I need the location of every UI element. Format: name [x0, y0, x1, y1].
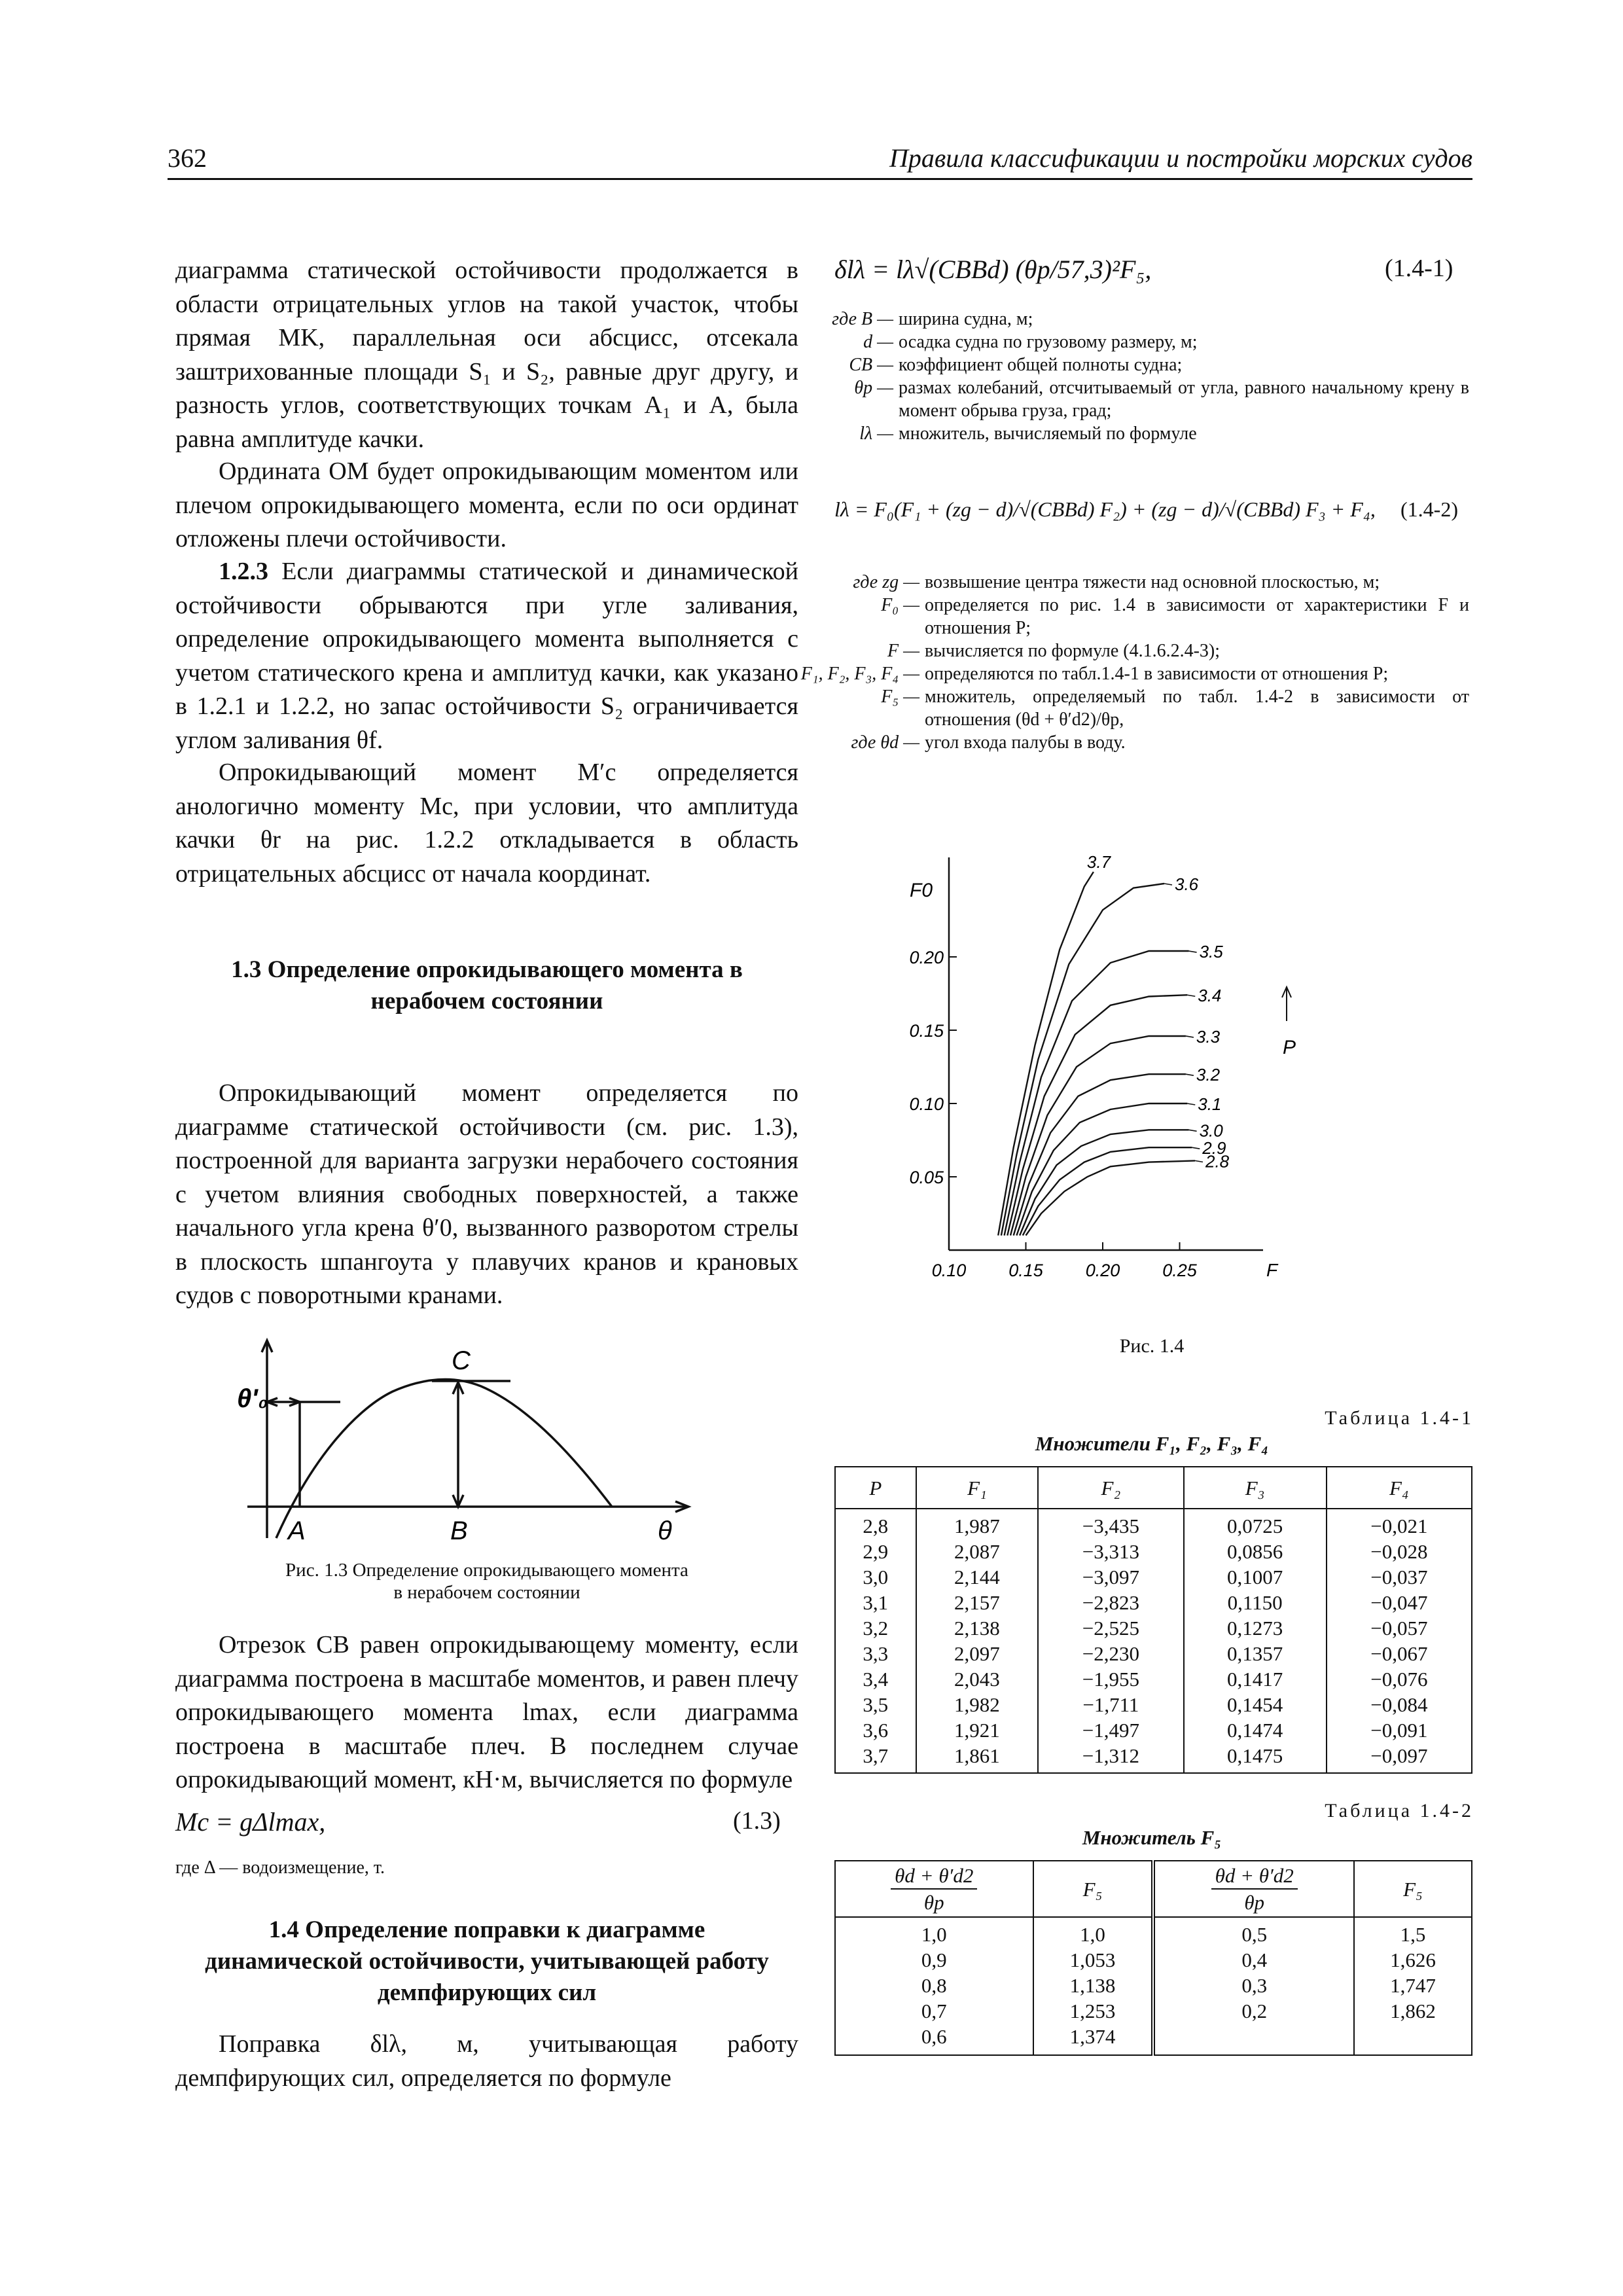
table-1-header-row	[835, 1467, 1472, 1509]
where-1-text: ширина судна, м;	[899, 309, 1033, 329]
table-1-cell: 1,921	[916, 1717, 1039, 1743]
fig13-curve	[276, 1380, 612, 1538]
table-2-row	[835, 1998, 1472, 2024]
table-1-cell: −2,230	[1038, 1641, 1183, 1666]
where-1-text: коэффициент общей полноты судна;	[899, 355, 1183, 375]
fig14-curve-leader	[1187, 1103, 1195, 1105]
table-2-cell: 0,2	[1153, 1998, 1353, 2024]
fig14-y-tick-label: 0.20	[909, 948, 944, 967]
table-1-cell: 3,3	[835, 1641, 916, 1666]
where-list-2	[798, 571, 1469, 754]
where-2-symbol: F —	[887, 641, 919, 661]
where-2-symbol: F₀ —	[881, 595, 919, 615]
heading-1-4: 1.4 Определение поправки к диаграмме динамической остойчивости, учитывающей работу демпфирующих сил	[205, 1916, 769, 2006]
table-1	[834, 1466, 1472, 1774]
where-1-symbol: CB —	[849, 355, 893, 375]
table-1-cell: 0,0856	[1184, 1539, 1327, 1564]
fig14-curve-label: 3.5	[1199, 942, 1223, 962]
table-1-cell: −1,955	[1038, 1666, 1183, 1692]
table-2-row	[835, 2024, 1472, 2055]
where-1-text: размах колебаний, отсчитываемый от угла, равного начальному крену в момент обрыва груза, град;	[899, 378, 1469, 421]
fig14-p-label: P	[1283, 1037, 1296, 1058]
fig14-y-tick-label: 0.15	[909, 1021, 944, 1041]
table-1-tag: Таблица 1.4-1	[1325, 1407, 1474, 1429]
table-2-cell: 0,3	[1153, 1973, 1353, 1998]
header-rule	[168, 178, 1472, 180]
table-2-cell: 1,053	[1033, 1947, 1154, 1973]
table-2-cell: 1,747	[1354, 1973, 1472, 1998]
table-1-row	[835, 1590, 1472, 1615]
table-2-cell	[1153, 2024, 1353, 2055]
table-2-header-row	[835, 1861, 1472, 1917]
table-1-cell: 3,2	[835, 1615, 916, 1641]
where-1-symbol: θp —	[854, 378, 893, 398]
where-1-row	[798, 331, 1469, 353]
table-2-row	[835, 1947, 1472, 1973]
table-2-tag: Таблица 1.4-2	[1325, 1800, 1474, 1821]
table-1-cell: 2,8	[835, 1509, 916, 1539]
where-2-row	[798, 662, 1469, 685]
table-1-cell: 3,1	[835, 1590, 916, 1615]
left-paragraph-3	[175, 555, 798, 757]
where-1-text: множитель, вычисляемый по формуле	[899, 423, 1197, 444]
table-1-cell: −0,037	[1327, 1564, 1472, 1590]
fig14-x-tick-label: 0.20	[1085, 1261, 1120, 1280]
fig13-label-b: B	[450, 1516, 468, 1545]
table-1-row	[835, 1743, 1472, 1773]
fig13-label-theta: θ	[658, 1516, 672, 1545]
table-1-header-cell: F₄	[1327, 1467, 1472, 1509]
table-1-cell: −0,021	[1327, 1509, 1472, 1539]
fig14-curve-label: 3.6	[1175, 874, 1199, 894]
table-2-cell: 1,0	[835, 1917, 1033, 1947]
table-1-cell: 1,861	[916, 1743, 1039, 1773]
table-2-header-numerator: θd + θ′d2	[891, 1863, 977, 1890]
table-2-header-f5: F₅	[1033, 1861, 1154, 1917]
table-1-cell: 0,1150	[1184, 1590, 1327, 1615]
table-1-row	[835, 1615, 1472, 1641]
fig14-curve-leader	[1186, 1074, 1194, 1075]
left-paragraph-3-text: Если диаграммы статической и динамической остойчивости обрываются при угле заливания, определение опрокидывающего момента выполняется с учетом статического крена и амплитуд качки, как указано в 1.2.1 и 1.2.2, но запас остойчивости S₂ ограничивается углом заливания θf.	[175, 558, 798, 754]
where-2-symbol: где zg —	[853, 572, 919, 592]
fig14-x-tick-label: 0.15	[1008, 1261, 1043, 1280]
where-1-row	[798, 353, 1469, 376]
where-2-row	[798, 639, 1469, 662]
left-paragraph-6: Отрезок CB равен опрокидывающему моменту, если диаграмма построена в масштабе моментов, и равен плечу опрокидывающего момента lmax, если диаграмма построена в масштабе плеч. В последнем случае опрокидывающий момент, кН·м, вычисляется по формуле	[175, 1631, 798, 1793]
table-1-cell: −2,823	[1038, 1590, 1183, 1615]
table-1-row	[835, 1509, 1472, 1539]
fig14-curve-3-2	[1014, 1074, 1186, 1235]
heading-1-3: 1.3 Определение опрокидывающего момента в нерабочем состоянии	[231, 956, 743, 1014]
running-title: Правила классификации и постройки морских судов	[889, 143, 1472, 173]
table-1-row	[835, 1641, 1472, 1666]
fig14-x-tick-label: 0.10	[931, 1261, 967, 1280]
fig14-curve-label: 2.9	[1202, 1138, 1226, 1158]
where-2-text: определяются по табл.1.4-1 в зависимости от отношения P;	[925, 664, 1389, 684]
table-1-cell: 2,138	[916, 1615, 1039, 1641]
fig13-caption-line-2: в нерабочем состоянии	[393, 1582, 580, 1603]
where-2-row	[798, 594, 1469, 639]
table-1-cell: 3,6	[835, 1717, 916, 1743]
table-1-row	[835, 1666, 1472, 1692]
table-1-cell: 2,9	[835, 1539, 916, 1564]
fig14-curve-label: 3.7	[1086, 852, 1111, 872]
table-1-cell: −0,067	[1327, 1641, 1472, 1666]
table-2-row	[835, 1917, 1472, 1947]
fig14-curve-leader	[1192, 1147, 1200, 1149]
fig14-curve-label: 3.3	[1196, 1026, 1221, 1047]
formula-1-3-number: (1.3)	[733, 1807, 781, 1835]
where-2-symbol: где θd —	[851, 732, 919, 753]
fig14-curve-label: 3.1	[1198, 1094, 1222, 1114]
table-1-row	[835, 1564, 1472, 1590]
formula-1-4-1: δlλ = lλ√(CBBd) (θp/57,3)²F₅,	[834, 255, 1152, 284]
fig14-y-tick-label: 0.05	[909, 1168, 944, 1187]
table-1-cell: 3,7	[835, 1743, 916, 1773]
table-2-cell: 1,0	[1033, 1917, 1154, 1947]
fig14-y-tick-label: 0.10	[909, 1094, 944, 1114]
table-1-cell: 2,043	[916, 1666, 1039, 1692]
fig14-y-axis-label: F0	[910, 880, 933, 901]
fig14-curve-leader	[1195, 1160, 1203, 1162]
table-1-cell: 0,1007	[1184, 1564, 1327, 1590]
table-1-cell: 0,1417	[1184, 1666, 1327, 1692]
table-1-cell: 2,087	[916, 1539, 1039, 1564]
left-paragraph-7: Поправка δlλ, м, учитывающая работу демпфирующих сил, определяется по формуле	[175, 2030, 798, 2092]
table-1-cell: −3,313	[1038, 1539, 1183, 1564]
where-1-text: осадка судна по грузовому размеру, м;	[899, 332, 1198, 352]
page-number: 362	[168, 143, 207, 173]
table-2-cell: 1,253	[1033, 1998, 1154, 2024]
table-2-cell: 1,862	[1354, 1998, 1472, 2024]
left-paragraph-2: Ордината OM будет опрокидывающим моментом или плечом опрокидывающего момента, если по оси ординат отложены плечи остойчивости.	[175, 457, 798, 552]
fig14-curve-label: 3.0	[1199, 1121, 1223, 1141]
table-1-cell: −1,497	[1038, 1717, 1183, 1743]
table-1-cell: 0,1357	[1184, 1641, 1327, 1666]
table-1-cell: 2,097	[916, 1641, 1039, 1666]
formula-1-4-2: lλ = F₀(F₁ + (zg − d)/√(CBBd) F₂) + (zg − d)/√(CBBd) F₃ + F₄,	[834, 497, 1376, 521]
fig14-x-tick-label: 0.25	[1162, 1261, 1197, 1280]
where-2-row	[798, 731, 1469, 754]
table-1-cell: 3,0	[835, 1564, 916, 1590]
table-1-cell: −0,076	[1327, 1666, 1472, 1692]
where-2-symbol: F₅ —	[881, 687, 919, 707]
fig14-curve-leader	[1164, 884, 1172, 885]
table-1-cell: 0,0725	[1184, 1509, 1327, 1539]
figure-1-4-chart	[897, 825, 1315, 1302]
table-1-cell: 2,144	[916, 1564, 1039, 1590]
where-2-text: вычисляется по формуле (4.1.6.2.4-3);	[925, 641, 1221, 661]
fig13-caption-line-1: Рис. 1.3 Определение опрокидывающего момента	[285, 1560, 688, 1581]
where-2-text: множитель, определяемый по табл. 1.4-2 в зависимости от отношения (θd + θ′d2)/θp,	[925, 687, 1469, 730]
fig14-curve-label: 3.4	[1198, 986, 1222, 1006]
table-2-cell: 1,5	[1354, 1917, 1472, 1947]
table-2-cell: 0,9	[835, 1947, 1033, 1973]
table-2-title: Множитель F₅	[1082, 1826, 1222, 1849]
table-1-cell: 3,4	[835, 1666, 916, 1692]
fig14-caption: Рис. 1.4	[1119, 1335, 1185, 1357]
table-1-cell: 1,982	[916, 1692, 1039, 1717]
fig13-label-a: A	[288, 1516, 306, 1545]
table-1-header-cell: P	[835, 1467, 916, 1509]
table-1-cell: 2,157	[916, 1590, 1039, 1615]
table-2-header-ratio	[835, 1861, 1033, 1917]
table-1-header-cell: F₁	[916, 1467, 1039, 1509]
table-1-header-cell: F₃	[1184, 1467, 1327, 1509]
table-1-cell: −0,028	[1327, 1539, 1472, 1564]
section-number-1-2-3: 1.2.3	[219, 558, 268, 585]
where-1-symbol: где B —	[832, 309, 893, 329]
table-2-row	[835, 1973, 1472, 1998]
fig13-label-theta0: θ'₀	[237, 1384, 268, 1413]
fig14-curve-label: 3.2	[1196, 1065, 1221, 1085]
table-1-cell: 3,5	[835, 1692, 916, 1717]
table-2-header-f5: F₅	[1354, 1861, 1472, 1917]
table-2-cell	[1354, 2024, 1472, 2055]
where-1-symbol: lλ —	[859, 423, 893, 444]
fig14-curve-leader	[1189, 1130, 1197, 1131]
table-1-row	[835, 1539, 1472, 1564]
table-2-cell: 1,138	[1033, 1973, 1154, 1998]
table-1-cell: 0,1474	[1184, 1717, 1327, 1743]
table-1-cell: −1,312	[1038, 1743, 1183, 1773]
table-1-cell: −0,047	[1327, 1590, 1472, 1615]
where-2-row	[798, 571, 1469, 594]
table-1-cell: 1,987	[916, 1509, 1039, 1539]
table-1-title: Множители F₁, F₂, F₃, F₄	[1035, 1432, 1269, 1455]
table-1-cell: 0,1273	[1184, 1615, 1327, 1641]
where-2-text: возвышение центра тяжести над основной плоскостью, м;	[925, 572, 1380, 592]
table-2-cell: 0,8	[835, 1973, 1033, 1998]
formula-1-3-where: где Δ — водоизмещение, т.	[175, 1857, 385, 1878]
table-2-header-numerator: θd + θ′d2	[1211, 1863, 1298, 1890]
where-1-row	[798, 422, 1469, 445]
where-2-text: угол входа палубы в воду.	[925, 732, 1126, 753]
table-2-header-denominator: θp	[923, 1891, 944, 1914]
left-paragraph-1: диаграмма статической остойчивости продолжается в области отрицательных углов на такой участок, чтобы прямая MK, параллельная оси абсцисс, отсекала заштрихованные площади S₁ и S₂, равные друг другу, и разность углов, соответствующих точкам A₁ и A, была равна амплитуде качки.	[175, 257, 798, 453]
table-1-cell: −0,057	[1327, 1615, 1472, 1641]
fig13-label-c: C	[452, 1346, 471, 1375]
fig14-x-axis-label: F	[1266, 1260, 1278, 1280]
where-2-symbol: F₁, F₂, F₃, F₄ —	[800, 664, 919, 684]
fig14-curve-leader	[1186, 1036, 1194, 1037]
table-1-row	[835, 1692, 1472, 1717]
where-1-row	[798, 376, 1469, 422]
where-2-text: определяется по рис. 1.4 в зависимости от характеристики F и отношения P;	[925, 595, 1469, 638]
formula-1-4-1-number: (1.4-1)	[1385, 255, 1454, 282]
table-1-cell: −0,097	[1327, 1743, 1472, 1773]
fig14-curve-2-8	[1026, 1160, 1196, 1235]
table-2-cell: 1,626	[1354, 1947, 1472, 1973]
table-2-cell: 0,5	[1153, 1917, 1353, 1947]
table-2-cell: 0,6	[835, 2024, 1033, 2055]
formula-1-3: Mc = gΔlmax,	[175, 1807, 326, 1837]
where-list-1	[798, 308, 1469, 445]
table-1-cell: −1,711	[1038, 1692, 1183, 1717]
table-2	[834, 1860, 1472, 2056]
table-1-cell: −0,091	[1327, 1717, 1472, 1743]
table-1-cell: −0,084	[1327, 1692, 1472, 1717]
table-2-cell: 1,374	[1033, 2024, 1154, 2055]
table-1-row	[835, 1717, 1472, 1743]
table-1-header-cell: F₂	[1038, 1467, 1183, 1509]
where-1-row	[798, 308, 1469, 331]
fig14-curve-leader	[1189, 951, 1197, 952]
table-1-cell: −3,097	[1038, 1564, 1183, 1590]
where-1-symbol: d —	[863, 332, 893, 352]
table-2-header-ratio	[1153, 1861, 1353, 1917]
left-paragraph-4: Опрокидывающий момент M′c определяется анологично моменту Mc, при условии, что амплитуда качки θr на рис. 1.2.2 откладывается в область отрицательных абсцисс от начала координат.	[175, 759, 798, 888]
figure-1-3	[236, 1335, 707, 1558]
fig14-curve-leader	[1187, 995, 1195, 996]
fig14-curve-3-6	[1001, 884, 1164, 1236]
formula-1-4-2-number: (1.4-2)	[1400, 497, 1458, 521]
table-1-cell: −2,525	[1038, 1615, 1183, 1641]
fig14-curve-label: 2.8	[1205, 1151, 1230, 1172]
table-1-cell: 0,1475	[1184, 1743, 1327, 1773]
where-2-row	[798, 685, 1469, 731]
table-2-header-denominator: θp	[1244, 1891, 1265, 1914]
left-paragraph-5: Опрокидывающий момент определяется по диаграмме статической остойчивости (см. рис. 1.3), построенной для варианта загрузки нерабочего состояния с учетом влияния свободных поверхностей, а также начального угла крена θ′0, вызванного разворотом стрелы в плоскость шпангоута у плавучих кранов и крановых судов с поворотными кранами.	[175, 1079, 798, 1309]
table-2-cell: 0,4	[1153, 1947, 1353, 1973]
table-2-cell: 0,7	[835, 1998, 1033, 2024]
table-1-cell: −3,435	[1038, 1509, 1183, 1539]
table-1-cell: 0,1454	[1184, 1692, 1327, 1717]
